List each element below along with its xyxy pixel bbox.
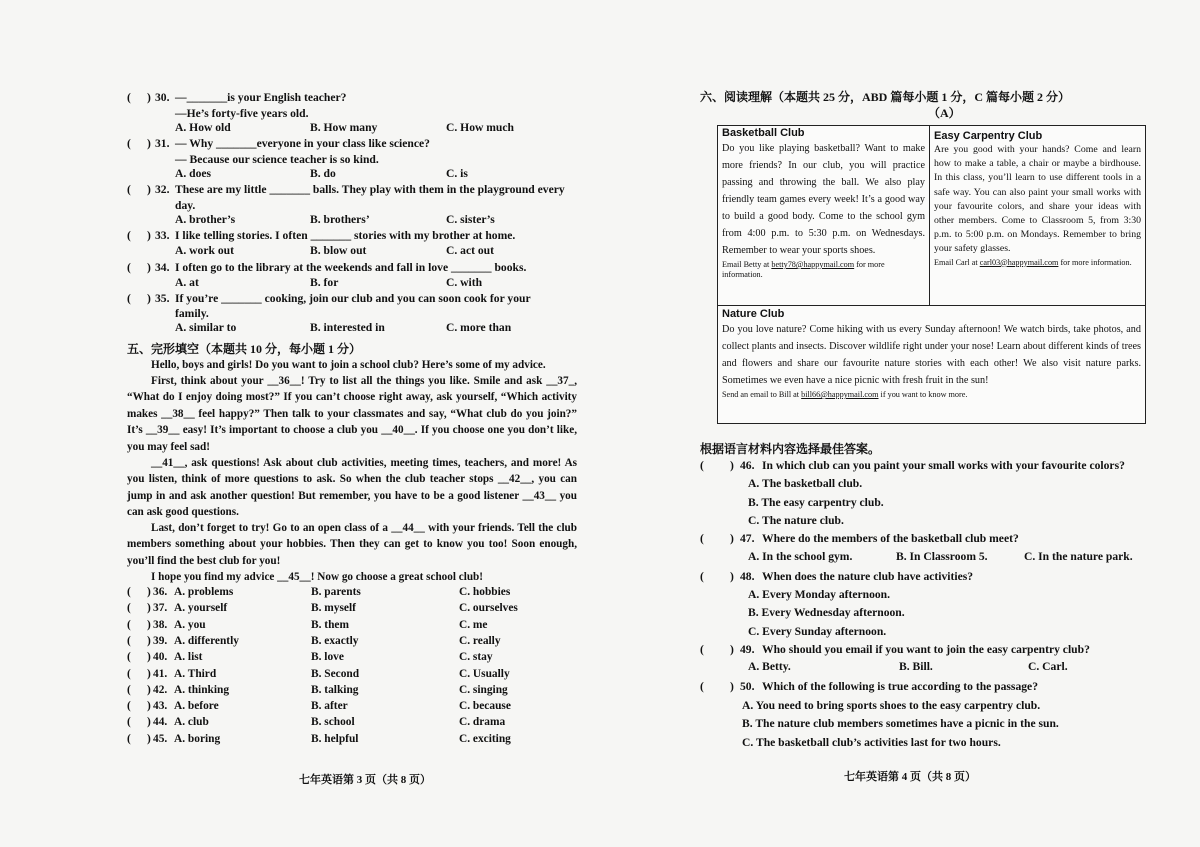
option-b: B. blow out (310, 244, 367, 257)
cloze-number: 41. (153, 667, 168, 680)
right-page (600, 0, 1200, 847)
option-c: C. The basketball club’s activities last for two hours. (742, 736, 1001, 749)
nature-club-title: Nature Club (722, 308, 785, 320)
option-a: A. thinking (174, 683, 230, 696)
question-stem: Which of the following is true according to the passage? (762, 680, 1038, 693)
paren-close: ) (147, 634, 151, 647)
paren-close: ) (147, 586, 151, 598)
email-prefix: Email Betty at (722, 260, 772, 269)
option-c: C. with (446, 276, 483, 289)
question-line: I often go to the library at the weekends and fall in love _______ books. (175, 261, 527, 274)
option-b: B. myself (311, 602, 356, 615)
answer-paren: ( (127, 292, 131, 305)
question-line: —He’s forty-five years old. (175, 107, 309, 120)
part-label: （A） (928, 106, 961, 120)
paren-close: ) (147, 716, 151, 729)
option-c: C. How much (446, 121, 514, 134)
paren-close: ) (730, 459, 734, 472)
option-b: B. Second (311, 667, 360, 680)
answer-paren: ( (127, 683, 131, 696)
paren-close: ) (730, 643, 734, 656)
question-number: 48. (740, 570, 755, 583)
paren-close: ) (730, 570, 734, 583)
option-a: A. does (175, 167, 212, 180)
nature-club-email-line (722, 390, 1141, 400)
option-b: B. for (310, 276, 339, 289)
answer-paren: ( (127, 732, 131, 745)
basketball-club-text: Do you like playing basketball? Want to make more friends? In our club, you will practice passing and throwing the ball. We also play friendly team games every week! It’s a good way to build a good body. Come to the school gym from 4:00 p.m. to 5:30 p.m. on Wednesdays. Remember to wear your sports shoes. (722, 143, 925, 256)
answer-paren: ( (127, 618, 131, 631)
email-prefix: Email Carl at (934, 257, 980, 267)
question-line: If you’re _______ cooking, join our club and you can soon cook for your (175, 292, 531, 305)
instruction: 根据语言材料内容选择最佳答案。 (700, 442, 881, 456)
page-footer: 七年英语第 4 页（共 8 页） (844, 771, 976, 783)
option-b: B. The easy carpentry club. (748, 496, 884, 509)
question-number: 34. (155, 261, 170, 274)
carpentry-club-title: Easy Carpentry Club (934, 130, 1043, 142)
passage-paragraph: Hello, boys and girls! Do you want to join a school club? Here’s some of my advice. (151, 359, 546, 371)
cloze-number: 38. (153, 618, 168, 631)
paren-close: ) (147, 683, 151, 696)
question-number: 46. (740, 459, 755, 472)
nature-club-text: Do you love nature? Come hiking with us every Sunday afternoon! We watch birds, take photos, and collect plants and insects. Discover wildlife right under your nose! Learn about different kinds of trees and flowers and share our favourite nature stories with each other! We also visit nature parks. Sometimes we even have a nice picnic with fresh fruit in the sun! (722, 324, 1141, 386)
answer-paren: ( (700, 570, 704, 583)
question-stem: Where do the members of the basketball club meet? (762, 532, 1019, 545)
option-c: C. hobbies (459, 586, 511, 598)
option-a: A. Every Monday afternoon. (748, 588, 891, 601)
question-line: day. (175, 199, 196, 212)
cloze-number: 36. (153, 586, 168, 598)
option-a: A. Third (174, 667, 217, 680)
option-c: C. drama (459, 716, 506, 729)
email-suffix: for more information. (722, 260, 885, 279)
question-line: — Why _______everyone in your class like science? (175, 137, 430, 150)
answer-paren: ( (127, 586, 131, 598)
cloze-number: 40. (153, 651, 168, 664)
answer-paren: ( (700, 680, 704, 693)
question-number: 50. (740, 680, 755, 693)
option-a: A. You need to bring sports shoes to the easy carpentry club. (742, 699, 1041, 712)
question-line: I like telling stories. I often _______ stories with my brother at home. (175, 229, 516, 242)
option-a: A. How old (175, 121, 231, 134)
cloze-number: 39. (153, 634, 168, 647)
option-a: A. Betty. (748, 660, 791, 673)
option-b: B. Bill. (899, 660, 933, 673)
option-c: C. is (446, 167, 468, 180)
question-stem: Who should you email if you want to join the easy carpentry club? (762, 643, 1090, 656)
option-b: B. do (310, 167, 336, 180)
cloze-number: 42. (153, 683, 168, 696)
answer-paren: ( (127, 183, 131, 196)
cloze-number: 37. (153, 602, 168, 615)
cloze-number: 43. (153, 700, 168, 713)
clubs-info-table (717, 125, 1146, 424)
section-6-title: 六、阅读理解（本题共 25 分，ABD 篇每小题 1 分，C 篇每小题 2 分） (700, 90, 1071, 104)
answer-paren: ( (127, 91, 131, 104)
carpentry-email-link[interactable]: carl03@happymail.com (979, 257, 1059, 267)
paren-close: ) (147, 700, 151, 713)
question-number: 30. (155, 91, 170, 104)
paren-close: ) (147, 137, 151, 150)
option-c: C. Usually (459, 667, 510, 680)
option-b: B. after (311, 700, 348, 713)
option-a: A. before (174, 700, 219, 713)
answer-paren: ( (127, 667, 131, 680)
carpentry-club-text: Are you good with your hands? Come and learn how to make a table, a chair or maybe a birdhouse. In this class, you’ll learn to use different tools in a safe way. You can also paint your small works with your favourite colors, and share your ideas with other members. Come to Classroom 5, from 3:30 p.m. to 5:00 p.m. on Mondays. Remember to bring your safety glasses. (934, 144, 1141, 255)
option-a: A. The basketball club. (748, 477, 863, 490)
question-number: 35. (155, 292, 170, 305)
passage-paragraph: __41__, ask questions! Ask about club activities, meeting times, teachers, and more! As you listen, think of more questions to ask. So when the club teacher stops __42__, you can jump in and ask another question! But remember, you have to be a good listener __43__ you can ask good questions. (127, 457, 577, 519)
answer-paren: ( (700, 532, 704, 545)
basketball-club-title: Basketball Club (722, 127, 805, 139)
paren-close: ) (147, 261, 151, 274)
carpentry-club-cell (934, 130, 1141, 305)
answer-paren: ( (700, 459, 704, 472)
paren-close: ) (147, 651, 151, 664)
answer-paren: ( (127, 700, 131, 713)
option-c: C. sister’s (446, 213, 495, 226)
question-number: 32. (155, 183, 170, 196)
paren-close: ) (147, 91, 151, 104)
option-c: C. more than (446, 321, 512, 334)
option-b: B. love (311, 651, 344, 664)
option-c: C. In the nature park. (1024, 550, 1133, 563)
option-c: C. really (459, 634, 501, 647)
option-c: C. me (459, 618, 488, 631)
answer-paren: ( (127, 261, 131, 274)
cloze-number: 44. (153, 716, 168, 729)
section-5-title: 五、完形填空（本题共 10 分，每小题 1 分） (127, 342, 362, 356)
answer-paren: ( (127, 229, 131, 242)
option-a: A. work out (175, 244, 234, 257)
option-b: B. The nature club members sometimes have a picnic in the sun. (742, 717, 1059, 730)
option-b: B. talking (311, 683, 359, 696)
email-suffix: for more information. (1058, 257, 1132, 267)
email-suffix: if you want to know more. (878, 390, 968, 399)
answer-paren: ( (127, 634, 131, 647)
basketball-club-cell (722, 127, 925, 305)
option-a: A. list (174, 651, 203, 664)
passage-paragraph: First, think about your __36__! Try to list all the things you like. Smile and ask __37_, “What do I enjoy doing most?” If you can’t choose right away, ask yourself, “Which activity makes __38__ feel happy?” Then talk to your classmates and say, “What club do you join?” It’s __39__ easy! It’s important to choose a club you __40__. If you choose one you don’t like, you may feel sad! (127, 375, 577, 453)
option-c: C. Carl. (1028, 660, 1068, 673)
option-c: C. act out (446, 244, 494, 257)
option-a: A. problems (174, 586, 234, 598)
question-line: family. (175, 307, 209, 320)
option-a: A. brother’s (175, 213, 236, 226)
option-b: B. brothers’ (310, 213, 370, 226)
option-b: B. school (311, 716, 355, 729)
question-number: 49. (740, 643, 755, 656)
nature-club-cell (722, 308, 1141, 421)
paren-close: ) (147, 602, 151, 615)
option-c: C. exciting (459, 732, 511, 745)
option-b: B. parents (311, 586, 361, 598)
option-b: B. exactly (311, 634, 359, 647)
answer-paren: ( (127, 602, 131, 615)
question-number: 33. (155, 229, 170, 242)
paren-close: ) (147, 292, 151, 305)
answer-paren: ( (127, 716, 131, 729)
option-a: A. yourself (174, 602, 228, 615)
option-b: B. them (311, 618, 349, 631)
option-a: A. In the school gym. (748, 550, 853, 563)
page-footer: 七年英语第 3 页（共 8 页） (299, 774, 431, 786)
option-a: A. you (174, 618, 206, 631)
question-line: — Because our science teacher is so kind. (175, 153, 379, 166)
paren-close: ) (147, 183, 151, 196)
question-line: —_______is your English teacher? (175, 91, 347, 104)
option-a: A. club (174, 716, 209, 729)
basketball-club-email-line (722, 260, 925, 280)
email-prefix: Send an email to Bill at (722, 390, 802, 399)
option-b: B. Every Wednesday afternoon. (748, 606, 905, 619)
option-c: C. singing (459, 683, 508, 696)
option-c: C. ourselves (459, 602, 518, 615)
question-line: These are my little _______ balls. They play with them in the playground every (175, 183, 565, 196)
option-c: C. The nature club. (748, 514, 844, 527)
paren-close: ) (147, 667, 151, 680)
option-a: A. similar to (175, 321, 237, 334)
passage-paragraph: Last, don’t forget to try! Go to an open class of a __44__ with your friends. Tell the club members something about your hobbies. Then they can get to know you too! Soon enough, you’ll find the best club for you! (127, 522, 577, 567)
option-a: A. boring (174, 732, 221, 745)
answer-paren: ( (127, 137, 131, 150)
option-a: A. at (175, 276, 199, 289)
question-stem: In which club can you paint your small works with your favourite colors? (762, 459, 1125, 472)
carpentry-club-email-line (934, 258, 1141, 268)
option-a: A. differently (174, 634, 239, 647)
option-b: B. helpful (311, 732, 359, 745)
option-c: C. because (459, 700, 511, 713)
option-b: B. How many (310, 121, 378, 134)
paren-close: ) (147, 732, 151, 745)
table-divider (718, 305, 1145, 306)
answer-paren: ( (700, 643, 704, 656)
option-b: B. In Classroom 5. (896, 550, 988, 563)
option-c: C. stay (459, 651, 493, 664)
question-stem: When does the nature club have activities? (762, 570, 974, 583)
paren-close: ) (147, 618, 151, 631)
option-b: B. interested in (310, 321, 385, 334)
basketball-email-link[interactable]: betty78@happymail.com (771, 260, 855, 269)
passage-paragraph: I hope you find my advice __45__! Now go choose a great school club! (151, 571, 484, 583)
question-number: 31. (155, 137, 170, 150)
answer-paren: ( (127, 651, 131, 664)
option-c: C. Every Sunday afternoon. (748, 625, 887, 638)
table-divider (929, 126, 930, 305)
paren-close: ) (730, 680, 734, 693)
paren-close: ) (730, 532, 734, 545)
question-number: 47. (740, 532, 755, 545)
nature-email-link[interactable]: bill66@happymail.com (801, 390, 879, 399)
cloze-number: 45. (153, 732, 168, 745)
paren-close: ) (147, 229, 151, 242)
